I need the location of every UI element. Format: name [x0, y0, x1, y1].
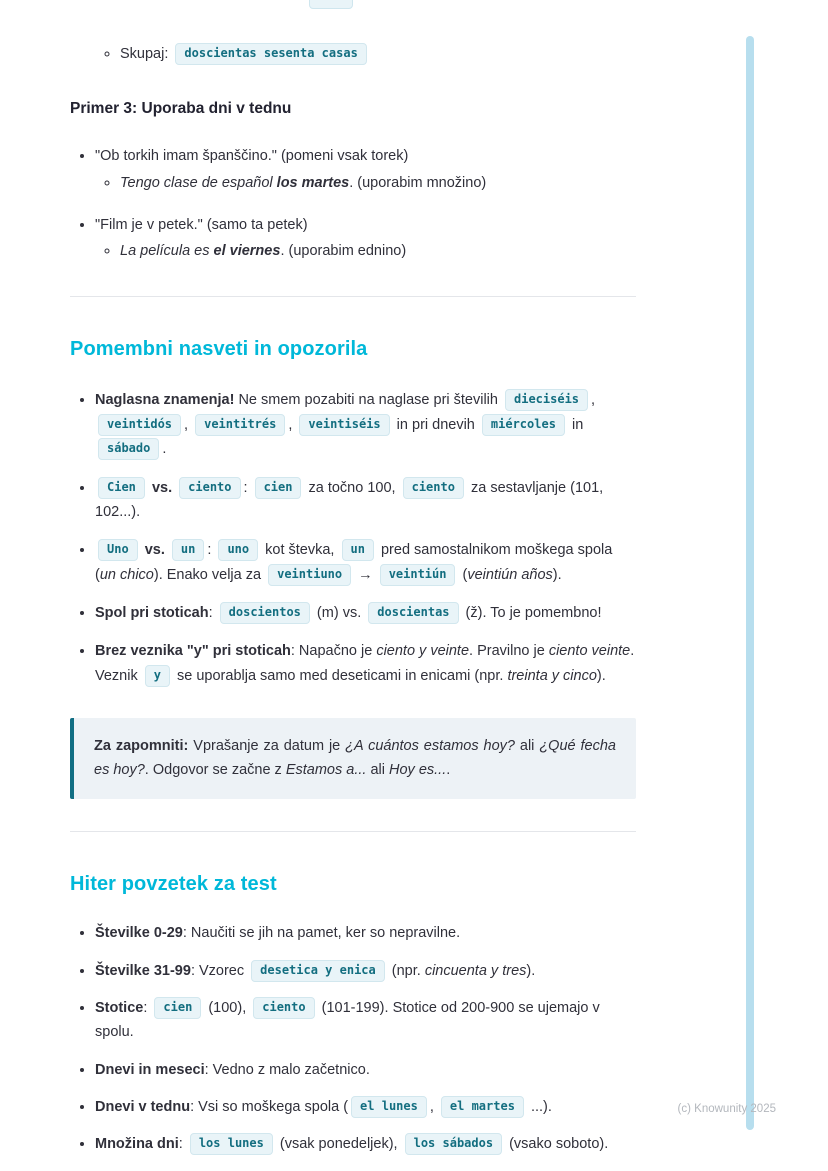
text-segment: pred samostalnikom moškega spola (	[95, 542, 613, 583]
list-item-text	[95, 1000, 600, 1040]
tips-list	[70, 388, 636, 688]
code-badge: desetica y enica	[251, 960, 385, 982]
text-segment: ). Enako velja za	[153, 566, 266, 583]
text-segment: :	[207, 542, 216, 559]
code-badge: los lunes	[190, 1133, 273, 1155]
list-item	[95, 476, 636, 525]
list-item-text	[95, 392, 595, 457]
text-segment: .	[446, 762, 451, 779]
text-segment: : Vzorec	[190, 962, 249, 979]
code-badge: cien	[154, 997, 201, 1019]
text-segment: (101-199). Stotice od 200-900 se ujemajo v spolu.	[95, 1000, 600, 1041]
sub-list-item	[120, 42, 636, 66]
text-segment: veintiún años	[467, 566, 553, 583]
text-segment: ).	[526, 962, 536, 979]
sub-list-item-text	[120, 243, 406, 259]
text-segment: ,	[591, 392, 596, 409]
code-badge: uno	[218, 539, 258, 561]
code-badge: doscientas	[368, 602, 458, 624]
text-segment: Naglasna znamenja!	[95, 392, 235, 409]
text-segment: ,	[184, 416, 193, 433]
code-badge: ciento	[179, 477, 240, 499]
text-segment: : Naučiti se jih na pamet, ker so nepravilne.	[182, 925, 461, 942]
text-segment: La película es	[120, 243, 214, 260]
list-item-text	[95, 605, 601, 621]
list-item-text	[95, 480, 603, 520]
code-badge: veintidós	[98, 414, 181, 436]
text-segment: (npr.	[387, 962, 425, 979]
text-segment: : Vedno z malo začetnico.	[204, 1061, 370, 1078]
text-segment: "Ob torkih imam španščino." (pomeni vsak torek)	[95, 148, 409, 165]
text-segment: :	[143, 1000, 152, 1017]
watermark: (c) Knowunity 2025	[677, 1103, 776, 1115]
scrollbar-thumb[interactable]	[746, 36, 754, 1130]
list-item	[95, 1095, 636, 1119]
text-segment: za točno 100,	[304, 479, 400, 496]
list-item	[95, 144, 636, 195]
list-item	[95, 959, 636, 983]
text-segment	[172, 480, 176, 496]
text-segment: : Napačno je	[290, 643, 377, 660]
code-badge: dieciséis	[505, 389, 588, 411]
code-badge: ciento	[403, 477, 464, 499]
text-segment: ).	[596, 667, 606, 684]
code-badge: Uno	[98, 539, 138, 561]
text-segment: un chico	[99, 566, 154, 583]
list-item	[95, 601, 636, 625]
code-badge: un	[172, 539, 204, 561]
text-segment: ali	[514, 738, 540, 755]
code-badge: veintiséis	[299, 414, 389, 436]
list-item-text	[95, 1099, 552, 1115]
text-segment: Estamos a...	[285, 762, 367, 779]
text-segment: (ž). To je pomembno!	[461, 604, 602, 621]
text-segment: za sestavljanje (101, 102...).	[95, 479, 604, 520]
text-segment: .	[162, 441, 167, 458]
text-segment: treinta y cinco	[507, 667, 597, 684]
list-item	[95, 1132, 636, 1156]
code-badge: y	[145, 665, 170, 687]
code-badge: doscientos	[220, 602, 310, 624]
text-segment: Dnevi v tednu	[95, 1099, 191, 1116]
code-badge: sábado	[98, 438, 159, 460]
text-segment: . (uporabim ednino)	[280, 243, 407, 260]
text-segment: (vsak ponedeljek),	[275, 1136, 402, 1153]
text-segment: ...).	[526, 1099, 552, 1116]
summary-list	[70, 921, 636, 1157]
list-item-text	[95, 1136, 608, 1152]
text-segment: . Odgovor se začne z	[144, 762, 286, 779]
text-segment: in	[567, 416, 584, 433]
text-segment: :	[243, 479, 252, 496]
text-segment: ¿Qué fecha es hoy?	[94, 738, 616, 779]
text-segment: . Veznik	[95, 643, 635, 684]
list-item-text	[95, 963, 535, 979]
text-segment: Skupaj:	[120, 46, 173, 62]
code-badge: veintitrés	[195, 414, 285, 436]
text-segment: :	[208, 604, 217, 621]
text-segment: Dnevi in meseci	[95, 1061, 205, 1078]
code-badge: ciento	[253, 997, 314, 1019]
list-item	[95, 921, 636, 945]
sub-list-item-text	[120, 175, 486, 191]
text-segment: ciento veinte	[548, 643, 631, 660]
section-divider	[70, 296, 636, 297]
sub-list	[95, 239, 636, 263]
text-segment: →	[354, 566, 377, 583]
text-segment: (	[458, 566, 468, 583]
primer3-list	[70, 144, 636, 263]
total-sublist	[70, 42, 636, 66]
text-segment: ciento y veinte	[376, 643, 470, 660]
note-text	[94, 734, 616, 783]
list-item	[95, 639, 636, 688]
list-item	[95, 538, 636, 587]
text-segment: . (uporabim množino)	[349, 174, 487, 191]
code-badge: doscientas sesenta casas	[175, 43, 366, 65]
text-segment: kot števka,	[261, 542, 339, 559]
text-segment: Vprašanje za datum je	[188, 738, 346, 755]
text-segment: Ne smem pozabiti na naglase pri številih	[234, 392, 502, 409]
text-segment: vs.	[151, 479, 173, 496]
code-badge: los sábados	[405, 1133, 502, 1155]
sub-list-item-text	[120, 46, 370, 62]
text-segment: "Film je v petek." (samo ta petek)	[95, 217, 308, 234]
code-badge: veintiuno	[268, 564, 351, 586]
list-item-text	[95, 643, 634, 683]
text-segment: Spol pri stoticah	[95, 604, 209, 621]
text-segment: Številke 0-29	[95, 925, 183, 942]
text-segment: :	[178, 1136, 187, 1153]
text-segment: ¿A cuántos estamos hoy?	[345, 738, 515, 755]
text-segment: el viernes	[213, 243, 281, 260]
text-segment: : Vsi so moškega spola (	[190, 1099, 349, 1116]
sub-list	[95, 171, 636, 195]
text-segment: Za zapomniti:	[94, 738, 189, 755]
list-item-text	[95, 217, 308, 233]
code-badge: el martes	[441, 1096, 524, 1118]
code-badge: un	[342, 539, 374, 561]
text-segment: (vsako soboto).	[505, 1136, 609, 1153]
list-item-text	[95, 148, 408, 164]
list-item	[95, 388, 636, 461]
code-badge: veintiún	[380, 564, 456, 586]
code-badge: el lunes	[351, 1096, 427, 1118]
text-segment: Stotice	[95, 1000, 144, 1017]
sub-list-item	[120, 239, 636, 263]
text-segment: Brez veznika "y" pri stoticah	[95, 643, 291, 660]
text-segment: (m) vs.	[312, 604, 366, 621]
text-segment: ,	[429, 1099, 438, 1116]
list-item-text	[95, 925, 460, 941]
text-segment: in pri dnevih	[392, 416, 479, 433]
tips-heading: Pomembni nasveti in opozorila	[70, 337, 368, 360]
sub-list-item	[120, 171, 636, 195]
code-badge: Cien	[98, 477, 145, 499]
text-segment: los martes	[276, 174, 350, 191]
code-badge: miércoles	[482, 414, 565, 436]
summary-heading: Hiter povzetek za test	[70, 872, 277, 895]
list-item	[95, 996, 636, 1045]
text-segment: se uporablja samo med deseticami in enicami (npr.	[172, 667, 508, 684]
list-item	[95, 213, 636, 264]
text-segment: . Pravilno je	[469, 643, 549, 660]
text-segment: Množina dni	[95, 1136, 179, 1153]
text-segment	[165, 542, 169, 558]
text-segment: Številke 31-99	[95, 962, 191, 979]
list-item	[95, 1058, 636, 1082]
section-divider	[70, 831, 636, 832]
note-callout	[70, 718, 636, 799]
text-segment: Tengo clase de español	[120, 174, 277, 191]
primer3-heading: Primer 3: Uporaba dni v tednu	[70, 100, 292, 118]
text-segment: Hoy es...	[389, 762, 447, 779]
text-segment: vs.	[144, 542, 165, 559]
document-content	[70, 0, 636, 1170]
list-item-text	[95, 1062, 370, 1078]
text-segment: ).	[552, 566, 562, 583]
list-item-text	[95, 542, 612, 582]
text-segment: cincuenta y tres	[424, 962, 527, 979]
code-badge: cien	[255, 477, 302, 499]
text-segment: ,	[288, 416, 297, 433]
text-segment: ali	[366, 762, 390, 779]
text-segment: (100),	[204, 1000, 251, 1017]
